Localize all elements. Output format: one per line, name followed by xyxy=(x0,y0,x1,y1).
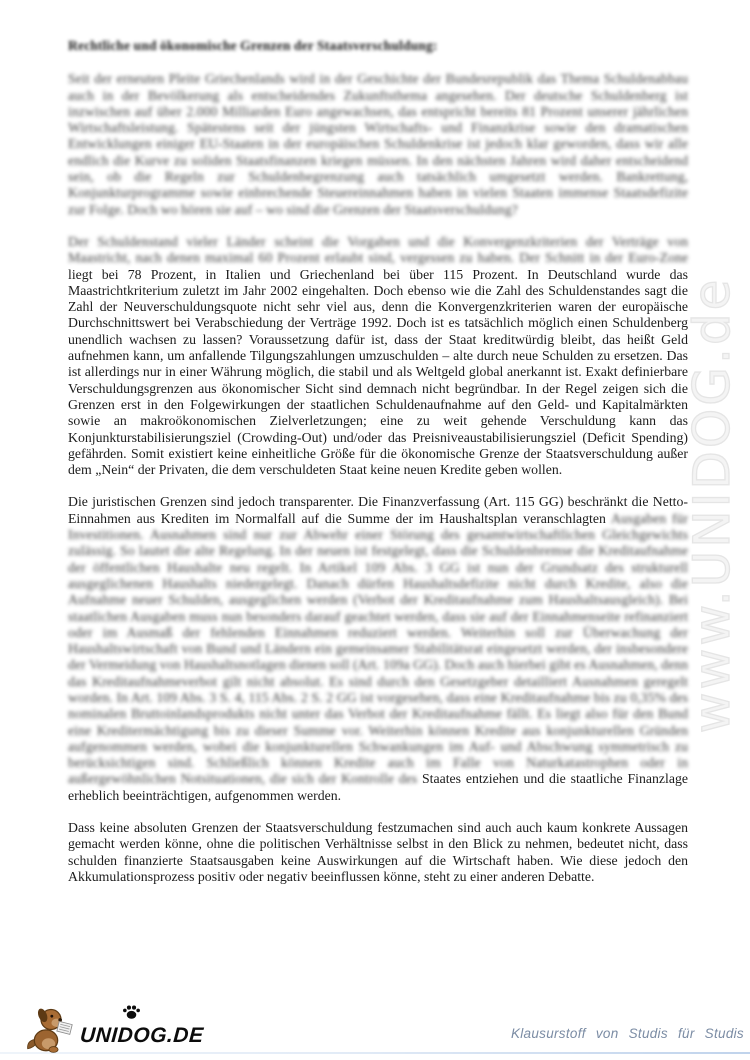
text-segment-blurred: Ausgaben für Investitionen. Ausnahmen sind nur zur Abwehr einer Störung des gesamtwirtschaftlichen Gleichgewichts zulässig. So lautet die alte Regelung. In der neuen ist festgelegt, dass die Schuldenbremse die Kreditaufnahme der öffentlichen Haushalte neu regelt. In Artikel 109 Abs. 3 GG ist nun der Grundsatz des strukturell ausgeglichenen Haushalts niedergelegt. Danach dürfen Haushaltsdefizite nicht durch Kredite, also die Aufnahme neuer Schulden, ausgeglichen werden (Verbot der Kreditaufnahme zum Haushaltsausgleich). Bei staatlichen Ausgaben muss nun besonders darauf geachtet werden, dass sie auf der Einnahmenseite refinanziert oder im Ausmaß der fehlenden Einnahmen reduziert werden. Weiterhin soll zur Überwachung der Haushaltswirtschaft von Bund und Ländern ein gemeinsamer Stabilitätsrat eingesetzt werden, der insbesondere der Vermeidung von Haushaltsnotlagen dienen soll (Art. 109a GG). Doch auch hierbei gibt es Ausnahmen, denn das Kreditaufnahmeverbot gilt nicht absolut. Es sind durch den Gesetzgeber detailliert Ausnahmen geregelt worden. In Art. 109 Abs. 3 S. 4, 115 Abs. 2 S. 2 GG ist vorgesehen, dass eine Kreditaufnahme bis zu 0,35% des nominalen Bruttoinlandsprodukts nicht unter das Verbot der Kreditaufnahme fällt. Es liegt also für den Bund eine Kreditermächtigung bis zu dieser Summe vor. Weiterhin können Kredite aus konjunkturellen Gründen aufgenommen werden, wobei die konjunkturellen Schwankungen im Auf- und Abschwung symmetrisch zu berücksichtigen sind. Schließlich können Kredite auch im Falle von Naturkatastrophen oder in außergewöhnlichen Notsituationen, die sich der Kontrolle des xyxy=(68,510,688,787)
footer-tagline: Klausurstoff von Studis für Studis xyxy=(510,1026,744,1041)
paragraph xyxy=(68,494,688,804)
page-title: Rechtliche und ökonomische Grenzen der Staatsverschuldung: xyxy=(68,38,438,53)
unidog-watermark: www.UNIDOG.de xyxy=(683,276,741,734)
paragraph xyxy=(68,71,688,218)
footer-divider xyxy=(0,1052,750,1054)
document-body xyxy=(68,38,688,901)
unidog-logo xyxy=(26,1004,205,1054)
dog-mascot-icon xyxy=(26,1006,76,1053)
text-segment-blurred: Seit der erneuten Pleite Griechenlands wird in der Geschichte der Bundesrepublik das Thema Schuldenabbau auch in der Bevölkerung als entscheidendes Zukunftsthema angesehen. Der deutsche Schuldenberg ist inzwischen auf über 2.000 Milliarden Euro angewachsen, das entspricht bereits 81 Prozent unserer jährlichen Wirtschaftsleistung. Spätestens seit der jüngsten Wirtschafts- und Finanzkrise sowie den dramatischen Entwicklungen einiger EU-Staaten in der europäischen Schuldenkrise ist jedoch klar geworden, dass wir alle endlich die Kurve zu soliden Staatsfinanzen kriegen müssen. In den nächsten Jahren wird daher entscheidend sein, ob die Regeln zur Schuldenbegrenzung auch tatsächlich umgesetzt werden. Bankrettung, Konjunkturprogramme sowie einbrechende Steuereinnahmen haben in vielen Staaten immense Staatsdefizite zur Folge. Doch wo hören sie auf – wo sind die Grenzen der Staatsverschuldung? xyxy=(68,71,688,217)
paragraph xyxy=(68,234,688,478)
paw-print-icon xyxy=(122,1004,141,1020)
text-segment: Die juristischen Grenzen sind jedoch transparenter. Die Finanzverfassung (Art. 115 GG) beschränkt die Netto-Einnahmen aus Krediten im Normalfall auf die Summe der im Haushaltsplan veranschlagten xyxy=(68,494,688,526)
logo-text: UNIDOG.DE xyxy=(79,1024,205,1047)
text-segment: Staates entziehen und die staatliche Finanzlage erheblich beeinträchtigen, aufgenommen werden. xyxy=(68,771,688,803)
text-segment: Dass keine absoluten Grenzen der Staatsverschuldung festzumachen sind auch auch kaum konkrete Aussagen gemacht werden könne, ohne die politischen Verhältnisse selbst in den Blick zu nehmen, bedeutet nicht, dass schulden finanzierte Staatsausgaben keine Auswirkungen auf die Wirtschaft haben. Wie diese jedoch den Akkumulationsprozess positiv oder negativ beeinflussen könne, steht zu einer anderen Debatte. xyxy=(68,820,688,884)
paragraph xyxy=(68,820,688,885)
text-segment: liegt bei 78 Prozent, in Italien und Griechenland bei über 115 Prozent. In Deutschland wurde das Maastrichtkriterium zuletzt im Jahr 2002 eingehalten. Doch ebenso wie die Zahl des Schuldenstandes sagt die Zahl der Neuverschuldungsquote nicht sehr viel aus, denn die Konvergenzkriterien waren der europäische Durchschnittswert bei Verabschiedung der Verträge 1992. Doch ist es tatsächlich möglich einen Schuldenberg unendlich wachsen zu lassen? Voraussetzung dafür ist, dass der Staat kreditwürdig bleibt, das heißt Geld aufnehmen kann, um anfallende Tilgungszahlungen umzuschulden – alte durch neue Schulden zu ersetzen. Das ist allerdings nur in einer Währung möglich, die stabil und als Weltgeld global anerkannt ist. Exakt definierbare Verschuldungsgrenzen aus ökonomischer Sicht sind demnach nicht begründbar. In der Regel zeigen sich die Grenzen erst in den Folgewirkungen der staatlichen Schuldenaufnahme auf den Geld- und Kapitalmärkten sowie an makroökonomischen Zielverletzungen; eine zu weit gehende Verschuldung kann das Konjunkturstabilisierungsziel (Crowding-Out) und/oder das Preisniveaustabilisierungsziel (Deficit Spending) gefährden. Somit existiert keine einheitliche Größe für die ökonomische Grenze der Staatsverschuldung außer dem „Nein“ der Privaten, die dem verschuldeten Staat keine neuen Kredite geben wollen. xyxy=(68,266,688,478)
text-segment-blurred: Der Schuldenstand vieler Länder scheint die Vorgaben und die Konvergenzkriterien der Verträge von Maastricht, nach denen maximal 60 Prozent erlaubt sind, vergessen zu haben. Der Schnitt in der Euro-Zone xyxy=(68,233,688,266)
